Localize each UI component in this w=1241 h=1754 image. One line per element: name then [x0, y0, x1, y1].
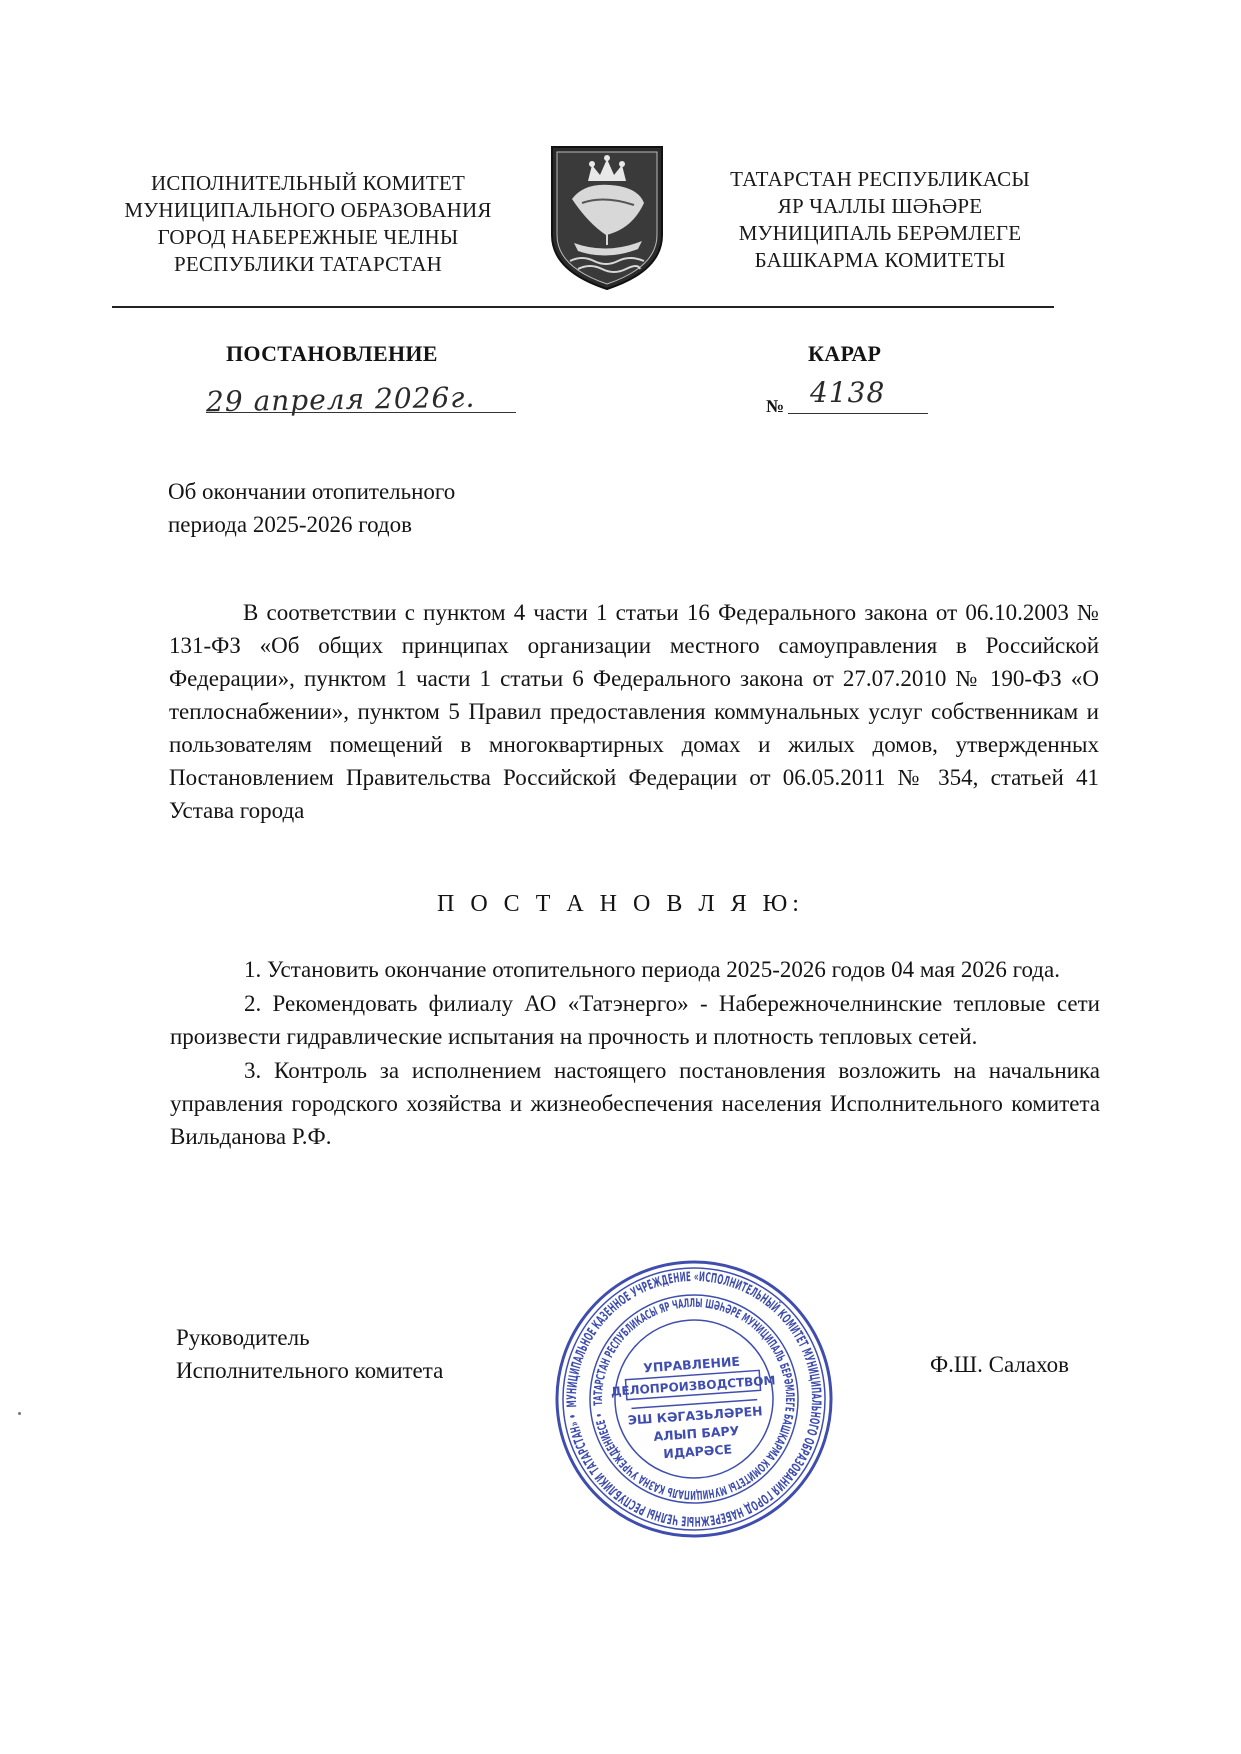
decree-heading: П О С Т А Н О В Л Я Ю: [437, 891, 804, 917]
org-name-ru-line: ИСПОЛНИТЕЛЬНЫЙ КОМИТЕТ [151, 171, 465, 195]
handwritten-date: 29 апреля 2026г. [205, 380, 476, 419]
org-name-ru-line: РЕСПУБЛИКИ ТАТАРСТАН [173, 252, 443, 276]
org-name-tt [680, 166, 1080, 274]
city-coat-of-arms-icon [548, 143, 666, 291]
svg-text:АЛЫП БАРУ: АЛЫП БАРУ [653, 1422, 740, 1444]
number-sign: № [766, 396, 785, 416]
org-name-ru [98, 170, 518, 278]
decree-item: 3. Контроль за исполнением настоящего постановления возложить на начальника управления городского хозяйства и жизнеобеспечения населения Исполнительного комитета Вильданова Р.Ф. [170, 1058, 1100, 1149]
org-name-tt-line: БАШКАРМА КОМИТЕТЫ [754, 248, 1006, 272]
scan-speck [18, 1412, 21, 1415]
signatory-position [176, 1321, 443, 1387]
document-subject [168, 475, 455, 541]
signatory-name: Ф.Ш. Салахов [930, 1352, 1070, 1377]
svg-text:УПРАВЛЕНИЕ: УПРАВЛЕНИЕ [642, 1353, 741, 1376]
org-name-ru-line: ГОРОД НАБЕРЕЖНЫЕ ЧЕЛНЫ [157, 225, 459, 249]
decree-item: 2. Рекомендовать филиалу АО «Татэнерго» - Набережночелнинские тепловые сети произвести гидравлические испытания на прочность и плотность тепловых сетей. [170, 991, 1100, 1049]
org-name-tt-line: ЯР ЧАЛЛЫ ШӘҺӘРЕ [777, 194, 983, 218]
subject-line: Об окончании отопительного [168, 479, 456, 504]
org-name-tt-line: ТАТАРСТАН РЕСПУБЛИКАСЫ [730, 167, 1030, 191]
handwritten-number: 4138 [810, 376, 886, 409]
number-underline [788, 413, 928, 414]
subject-line: периода 2025-2026 годов [168, 512, 412, 537]
svg-text:ЭШ КӘГАЗЬЛӘРЕН: ЭШ КӘГАЗЬЛӘРЕН [627, 1403, 764, 1428]
svg-text:ИДАРӘСЕ: ИДАРӘСЕ [662, 1441, 733, 1462]
seal-center-text [609, 1351, 781, 1464]
decree-item: 1. Установить окончание отопительного периода 2025-2026 годов 04 мая 2026 года. [244, 957, 1060, 982]
official-seal-stamp [553, 1258, 835, 1540]
signatory-position-line: Руководитель [176, 1325, 310, 1350]
seal-outer-text: МУНИЦИПАЛЬНОЕ КАЗЕННОЕ УЧРЕЖДЕНИЕ «ИСПОЛНИТЕЛЬНЫЙ КОМИТЕТ МУНИЦИПАЛЬНОГО ОБРАЗОВАНИЯ ГОРОД НАБЕРЕЖНЫЕ ЧЕЛНЫ РЕСПУБЛИКИ ТАТАРСТАН» • [564, 1269, 824, 1529]
doc-type-ru: ПОСТАНОВЛЕНИЕ [226, 341, 438, 366]
org-name-tt-line: МУНИЦИПАЛЬ БЕРӘМЛЕГЕ [738, 221, 1022, 245]
header-divider [112, 306, 1054, 308]
signatory-position-line: Исполнительного комитета [176, 1358, 444, 1383]
org-name-ru-line: МУНИЦИПАЛЬНОГО ОБРАЗОВАНИЯ [124, 198, 492, 222]
preamble-paragraph: В соответствии с пунктом 4 части 1 статьи 16 Федерального закона от 06.10.2003 № 131-ФЗ «Об общих принципах организации местного самоуправления в Российской Федерации», пунктом 1 части 1 статьи 6 Федерального закона от 27.07.2010 № 190-ФЗ «О теплоснабжении», пунктом 5 Правил предоставления коммунальных услуг собственникам и пользователям помещений в многоквартирных домах и жилых домов, утвержденных Постановлением Правительства Российской Федерации от 06.05.2011 № 354, статьей 41 Устава города [169, 600, 1099, 823]
decree-items [170, 953, 1100, 1154]
svg-text:ДЕЛОПРОИЗВОДСТВОМ: ДЕЛОПРОИЗВОДСТВОМ [610, 1373, 776, 1399]
doc-type-tt: КАРАР [808, 341, 882, 366]
seal-inner-text: ТАТАРСТАН РЕСПУБЛИКАСЫ ЯР ЧАЛЛЫ ШӘҺӘРЕ МУНИЦИПАЛЬ БЕРӘМЛЕГЕ БАШКАРМА КОМИТЕТЫ МУНИЦИПАЛЬ КАЗНА УЧРЕЖДЕНИЕСЕ • [590, 1295, 798, 1503]
date-underline [206, 412, 516, 413]
